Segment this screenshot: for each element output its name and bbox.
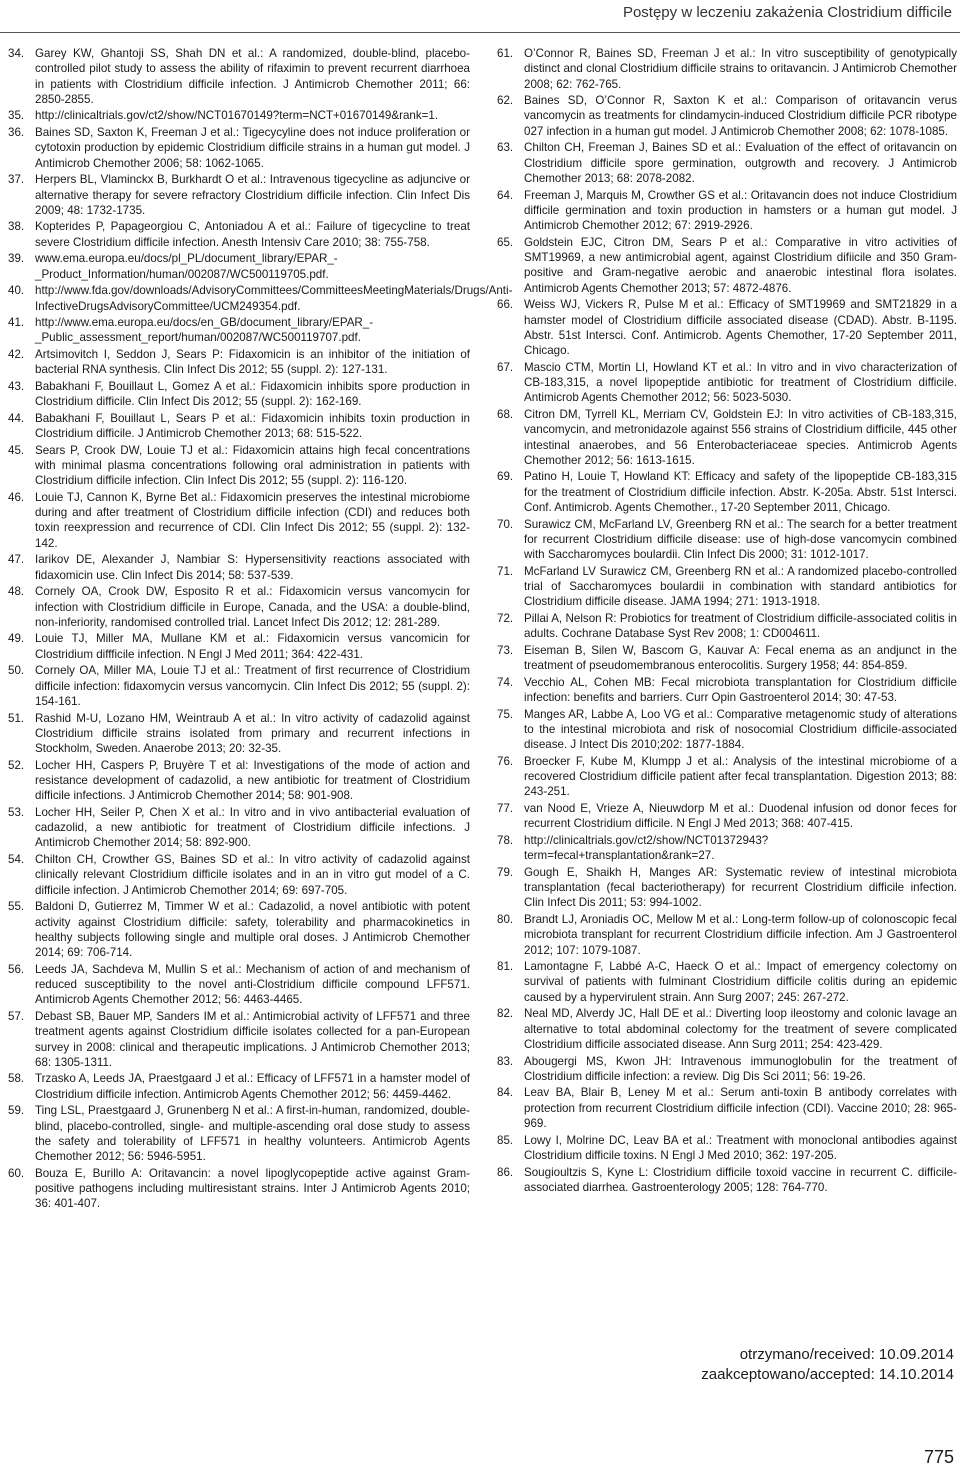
- reference-item: [497, 517, 957, 563]
- reference-number: 62.: [497, 94, 514, 108]
- reference-item: [497, 46, 957, 92]
- reference-number: 36.: [8, 126, 25, 140]
- reference-number: 71.: [497, 564, 514, 578]
- reference-text: Louie TJ, Miller MA, Mullane KM et al.: Fidaxomicin versus vancomicin for Clostridium diffficile infection. N Engl J Med 2011; 364: 422-431.: [35, 632, 470, 661]
- reference-number: 47.: [8, 553, 25, 567]
- reference-text: Chilton CH, Freeman J, Baines SD et al.: Evaluation of the effect of oritavancin on Clostridium difficile spore germination, outgrowth and recovery. J Antimicrob Chemother 2013; 68: 2078-2082.: [524, 141, 957, 185]
- submission-dates: [701, 1345, 954, 1385]
- reference-number: 55.: [8, 900, 25, 914]
- reference-text: http://www.ema.europa.eu/docs/en_GB/document_library/EPAR_-_Public_assessment_report/human/002087/WC500119707.pdf.: [35, 316, 374, 345]
- reference-text: Lowy I, Molrine DC, Leav BA et al.: Treatment with monoclonal antibodies against Clostridium difficile toxins. N Engl J Med 2010; 362: 197-205.: [524, 1133, 957, 1162]
- reference-text: O’Connor R, Baines SD, Freeman J et al.: In vitro susceptibility of genotypically distinct and clonal Clostridium difficile strains to oritavancin. J Antimicrob Chemother 2008; 62: 762-765.: [524, 47, 957, 91]
- reference-item: [497, 297, 957, 358]
- accepted-date: zaakceptowano/accepted: 14.10.2014: [701, 1366, 954, 1383]
- reference-item: [497, 611, 957, 642]
- reference-text: Trzasko A, Leeds JA, Praestgaard J et al.: Efficacy of LFF571 in a hamster model of Clostridium difficile infection. Antimicrob Agents Chemother 2012; 56: 4459-4462.: [35, 1072, 470, 1101]
- reference-text: Herpers BL, Vlaminckx B, Burkhardt O et al.: Intravenous tigecycline as adjuncive or alternative therapy for severe refractory Clostridium difficile infection. Clin Infect Dis 2009; 48: 1732-1735.: [35, 173, 470, 217]
- reference-number: 42.: [8, 348, 25, 362]
- reference-number: 56.: [8, 962, 25, 976]
- reference-number: 76.: [497, 754, 514, 768]
- reference-item: [8, 758, 470, 804]
- reference-item: [497, 188, 957, 234]
- reference-text: Broecker F, Kube M, Klumpp J et al.: Analysis of the intestinal microbiome of a recovered Clostridium difficile patient after fecal transplantation. Digestion 2013; 88: 243-251.: [524, 754, 957, 799]
- reference-number: 43.: [8, 379, 25, 393]
- reference-item: [497, 865, 957, 911]
- reference-number: 49.: [8, 632, 25, 646]
- reference-item: [8, 663, 470, 709]
- reference-text: Eiseman B, Silen W, Bascom G, Kauvar A: Fecal enema as an andjunct in the treatment of pseudomembranous enterocolitis. Surgery 1958; 44: 854-859.: [524, 643, 957, 673]
- reference-text: Chilton CH, Crowther GS, Baines SD et al.: In vitro activity of cadazolid against clinically relevant Clostridium difficile isolates and in an in vitro gut model of a C. difficile infection. J Antimicrob Chemother 2014; 69: 697-705.: [35, 853, 470, 897]
- reference-item: [8, 962, 470, 1008]
- reference-text: www.ema.europa.eu/docs/pl_PL/document_library/EPAR_-_Product_Information/human/002087/WC500119705.pdf.: [35, 252, 338, 281]
- reference-item: [8, 805, 470, 851]
- reference-item: [497, 1085, 957, 1131]
- reference-number: 69.: [497, 470, 514, 484]
- reference-number: 53.: [8, 805, 25, 819]
- reference-number: 64.: [497, 188, 514, 202]
- reference-item: [497, 833, 957, 864]
- reference-text: McFarland LV Surawicz CM, Greenberg RN et al.: A randomized placebo-controlled trial of Saccharomyces boulardii in combination with standard antibiotics for Clostridium difficile disease. JAMA 1994; 271: 1913-1918.: [524, 564, 957, 609]
- reference-item: [497, 235, 957, 296]
- reference-item: [8, 711, 470, 757]
- reference-text: Iarikov DE, Alexander J, Nambiar S: Hypersensitivity reactions associated with fidaxomicin use. Clin Infect Dis 2014; 58: 537-539.: [35, 553, 470, 582]
- reference-item: [8, 584, 470, 630]
- reference-number: 58.: [8, 1072, 25, 1086]
- reference-text: http://clinicaltrials.gov/ct2/show/NCT01372943?term=fecal+transplantation&rank=27.: [524, 833, 769, 863]
- reference-text: Sears P, Crook DW, Louie TJ et al.: Fidaxomicin attains high fecal concentrations with minimal plasma concentrations following oral administration in patients with Clostridium difficile infection. Clin Infect Dis 2012; 55 (suppl. 2): 116-120.: [35, 443, 470, 488]
- reference-item: [8, 251, 470, 282]
- reference-item: [8, 552, 470, 583]
- reference-item: [497, 675, 957, 706]
- reference-number: 80.: [497, 912, 514, 926]
- reference-number: 39.: [8, 252, 25, 266]
- reference-item: [497, 1006, 957, 1052]
- reference-number: 63.: [497, 141, 514, 155]
- reference-item: [8, 631, 470, 662]
- reference-text: Goldstein EJC, Citron DM, Sears P et al.: Comparative in vitro activities of SMT19969, a new antimicrobial agent, against Clostridium difiicile and 350 Gram-positive and Gram-negative aerobic and anaerobic intestinal flora isolates. Antimicrob Agents Chemother 2013; 57: 4872-4876.: [524, 235, 957, 295]
- reference-text: Cornely OA, Crook DW, Esposito R et al.: Fidaxomicin versus vancomycin for infection with Clostridium difficile in Europe, Canada, and the USA: a double-blind, non-inferiority, randomised controlled trial. Lancet Infect Dis 2012; 12: 281-289.: [35, 585, 470, 629]
- reference-item: [497, 1054, 957, 1085]
- reference-text: Cornely OA, Miller MA, Louie TJ et al.: Treatment of first recurrence of Clostridium difficile infection: fidaxomycin versus vancomycin. Clin Infect Dis 2012; 55 (suppl. 2): 154-161.: [35, 664, 470, 708]
- reference-item: [497, 1165, 957, 1196]
- reference-text: Freeman J, Marquis M, Crowther GS et al.: Oritavancin does not induce Clostridium difficile germination and toxin production in hamsters or a human gut model. J Antimicrob Chemother 2012; 67: 2919-2926.: [524, 188, 957, 233]
- reference-item: [8, 490, 470, 551]
- reference-number: 75.: [497, 707, 514, 721]
- reference-text: Locher HH, Seiler P, Chen X et al.: In vitro and in vivo antibacterial evaluation of cadazolid, a new antibiotic for treatment of Clostridium difficile infections. J Antimicrob Chemother 2014; 58: 892-900.: [35, 805, 470, 850]
- reference-number: 83.: [497, 1054, 514, 1068]
- reference-item: [8, 1166, 470, 1212]
- reference-item: [497, 707, 957, 753]
- reference-item: [8, 172, 470, 218]
- reference-item: [497, 140, 957, 186]
- reference-item: [8, 1009, 470, 1070]
- reference-number: 86.: [497, 1165, 514, 1179]
- received-date: otrzymano/received: 10.09.2014: [739, 1346, 954, 1363]
- reference-text: Manges AR, Labbe A, Loo VG et al.: Comparative metagenomic study of alterations to the intestinal microbiota and risk of nosocomial Clostridium difficile-associated disease. J Intect Dis 2010;202: 1877-1884.: [524, 707, 957, 752]
- reference-number: 74.: [497, 675, 514, 689]
- reference-number: 51.: [8, 711, 25, 725]
- reference-text: Leeds JA, Sachdeva M, Mullin S et al.: Mechanism of action of and mechanism of reduced susceptibility to the novel anti-Clostridium difficile compound LFF571. Antimicrob Agents Chemother 2012; 56: 4463-4465.: [35, 962, 470, 1007]
- reference-text: Patino H, Louie T, Howland KT: Efficacy and safety of the lipopeptide CB-183,315 for the treatment of Clostridium difficile infection. Abstr. K-205a. Abstr. 51st Intersci. Conf. Antimicrob. Agents Chemother., 17-20 September 2011, Chicago.: [524, 470, 957, 514]
- reference-number: 81.: [497, 960, 514, 974]
- reference-text: van Nood E, Vrieze A, Nieuwdorp M et al.: Duodenal infusion od donor feces for recurrent Clostridium difficile. N Engl J Med 2013; 368: 407-415.: [524, 802, 957, 831]
- reference-number: 57.: [8, 1009, 25, 1023]
- reference-number: 60.: [8, 1166, 25, 1180]
- reference-text: Vecchio AL, Cohen MB: Fecal microbiota transplantation for Clostridium difficile infection: benefits and barriers. Curr Opin Gastroenterol 2014; 30: 47-53.: [524, 675, 957, 705]
- reference-text: Louie TJ, Cannon K, Byrne Bet al.: Fidaxomicin preserves the intestinal microbiome during and after treatment of Clostridium difficile infection (CDI) and reduces both toxin reexpression and recurrence of CDI. Clin Infect Dis 2012; 55 (suppl. 2): 132-142.: [35, 490, 470, 550]
- reference-item: [497, 407, 957, 468]
- references-right-column: [497, 46, 957, 1196]
- reference-number: 59.: [8, 1104, 25, 1118]
- reference-item: [8, 219, 470, 250]
- page-number: 775: [923, 1447, 954, 1467]
- reference-number: 35.: [8, 109, 25, 123]
- reference-number: 73.: [497, 643, 514, 657]
- reference-text: Debast SB, Bauer MP, Sanders IM et al.: Antimicrobial activity of LFF571 and three treatment agents against Clostridium difficile isolates collected for a pan-European survey in 2008: clinical and therapeutic implications. J Antimicrob Chemother 2013; 68: 1305-1311.: [35, 1009, 470, 1069]
- reference-text: Weiss WJ, Vickers R, Pulse M et al.: Efficacy of SMT19969 and SMT21829 in a hamster model of Clostridium difficile associated disease (CDAD). Abstr. B-1195. Abstr. 51st Intersci. Conf. Antimicrob. Agents Chemother, 17-20 September 2011, Chicago.: [524, 298, 957, 358]
- reference-number: 34.: [8, 47, 25, 60]
- reference-number: 45.: [8, 443, 25, 457]
- reference-item: [497, 564, 957, 610]
- reference-number: 70.: [497, 517, 514, 531]
- reference-item: [8, 1071, 470, 1102]
- reference-item: [497, 959, 957, 1005]
- reference-text: Surawicz CM, McFarland LV, Greenberg RN et al.: The search for a better treatment for recurrent Clostridium difficile disease: use of high-dose vancomycin combined with Saccharomyces boulardii. Clin Infect Dis 2000; 31: 1012-1017.: [524, 517, 957, 562]
- reference-item: [497, 754, 957, 800]
- reference-number: 50.: [8, 664, 25, 678]
- reference-text: Neal MD, Alverdy JC, Hall DE et al.: Diverting loop ileostomy and colonic lavage an alternative to total abdominal colectomy for the treatment of severe complicated Clostridium difficile associated disease. Ann Surg 2011; 254: 423-429.: [524, 1007, 957, 1051]
- reference-number: 82.: [497, 1007, 514, 1021]
- reference-text: Rashid M-U, Lozano HM, Weintraub A et al.: In vitro activity of cadazolid against Clostridium difficile strains isolated from primary and recurrent infections in Stockholm, Sweden. Anaerobe 2013; 20: 32-35.: [35, 711, 470, 756]
- reference-item: [8, 852, 470, 898]
- reference-number: 41.: [8, 316, 25, 330]
- reference-text: http://www.fda.gov/downloads/AdvisoryCommittees/CommitteesMeetingMaterials/Drugs/Anti-InfectiveDrugsAdvisoryCommittee/UCM249354.pdf.: [35, 284, 513, 313]
- reference-text: Artsimovitch I, Seddon J, Sears P: Fidaxomicin is an inhibitor of the initiation of bacterial RNA synthesis. Clin Infect Dis 2012; 55 (suppl. 2): 127-131.: [35, 348, 470, 377]
- reference-number: 79.: [497, 865, 514, 879]
- reference-number: 44.: [8, 411, 25, 425]
- reference-text: Baines SD, Saxton K, Freeman J et al.: Tigecycyline does not induce proliferation or cytotoxin production by epidemic Clostridium difficile strains in a human gut model. J Antimicrob Chemother 2006; 58: 1062-1065.: [35, 126, 470, 170]
- reference-text: Garey KW, Ghantoji SS, Shah DN et al.: A randomized, double-blind, placebo-controlled pilot study to assess the ability of rifaximin to prevent recurrent diarrhoea in patients with Clostridium difficile infection. J Antimicrob Chemother 2011; 66: 2850-2855.: [35, 47, 470, 106]
- reference-item: [497, 360, 957, 406]
- reference-number: 77.: [497, 802, 514, 815]
- reference-number: 46.: [8, 490, 25, 504]
- reference-number: 68.: [497, 407, 514, 421]
- reference-item: [8, 379, 470, 410]
- reference-text: Lamontagne F, Labbé A-C, Haeck O et al.: Impact of emergency colectomy on survival of patients with fulminant Clostridium difficile colitis during an epidemic caused by a hypervirulent strain. Ann Surg 2007; 245: 267-272.: [524, 960, 957, 1004]
- reference-number: 40.: [8, 284, 25, 298]
- reference-text: Bouza E, Burillo A: Oritavancin: a novel lipoglycopeptide active against Gram-positive pathogens including multiresistant strains. Inter J Antimicrob Agents 2010; 36: 401-407.: [35, 1166, 470, 1211]
- reference-text: Mascio CTM, Mortin LI, Howland KT et al.: In vitro and in vivo characterization of CB-183,315, a novel lipopeptide antibiotic for treatment of Clostridium difficile. Antimicrob Agents Chemother 2012; 56: 5023-5030.: [524, 360, 957, 405]
- reference-item: [8, 443, 470, 489]
- reference-text: Baines SD, O’Connor R, Saxton K et al.: Comparison of oritavancin verus vancomycin as treatments for clindamycin-induced Clostridium difficile PCR ribotype 027 infection in a human gut model. J Antimicrob Chemother 2008; 62: 1078-1085.: [524, 94, 957, 138]
- reference-item: [8, 899, 470, 960]
- reference-item: [8, 347, 470, 378]
- reference-text: Kopterides P, Papageorgiou C, Antoniadou A et al.: Failure of tigecycline to treat severe Clostridium difficile infection. Anesth Intensiv Care 2010; 38: 755-758.: [35, 220, 470, 249]
- reference-item: [497, 643, 957, 674]
- reference-text: Babakhani F, Bouillaut L, Sears P et al.: Fidaxomicin inhibits toxin production in Clostridium difficile. J Antimicrob Chemother 2013; 68: 515-522.: [35, 411, 470, 441]
- header-rule: [0, 32, 960, 33]
- reference-item: [8, 315, 470, 346]
- reference-number: 66.: [497, 298, 514, 312]
- reference-text: Gough E, Shaikh H, Manges AR: Systematic review of intestinal microbiota transplantation (fecal bacteriotherapy) for recurrent Clostridium difficile infection. Clin Infect Dis 2011; 53: 994-1002.: [524, 865, 957, 910]
- reference-number: 65.: [497, 235, 514, 249]
- reference-number: 52.: [8, 758, 25, 772]
- reference-text: Sougioultzis S, Kyne L: Clostridium difficile toxoid vaccine in recurrent C. difficile-associated diarrhea. Gastroenterology 2005; 128: 764-770.: [524, 1165, 957, 1194]
- reference-number: 54.: [8, 853, 25, 867]
- running-head: Postępy w leczeniu zakażenia Clostridium difficile: [622, 4, 952, 21]
- reference-text: Pillai A, Nelson R: Probiotics for treatment of Clostridium difficile-associated colitis in adults. Cochrane Database Syst Rev 2008; 1: CD004611.: [524, 611, 957, 641]
- reference-text: http://clinicaltrials.gov/ct2/show/NCT01670149?term=NCT+01670149&rank=1.: [35, 109, 439, 123]
- reference-number: 78.: [497, 833, 514, 847]
- reference-item: [8, 46, 470, 107]
- reference-item: [497, 469, 957, 515]
- reference-text: Brandt LJ, Aroniadis OC, Mellow M et al.: Long-term follow-up of colonoscopic fecal microbiota transplant for recurrent Clostridium difficile infection. Am J Gastroenterol 2012; 107: 1079-1087.: [524, 912, 957, 957]
- reference-item: [8, 1103, 470, 1164]
- reference-item: [8, 108, 470, 123]
- reference-text: Leav BA, Blair B, Leney M et al.: Serum anti-toxin B antibody correlates with protection from recurrent Clostridium difficile infection (CDI). Vaccine 2010; 28: 965-969.: [524, 1086, 957, 1131]
- reference-number: 48.: [8, 585, 25, 599]
- reference-text: Locher HH, Caspers P, Bruyère T et al: Investigations of the mode of action and resistance development of cadazolid, a new antibiotic for treatment of Clostridium difficile infections. J Antimicrob Chemother 2014; 58: 901-908.: [35, 758, 470, 803]
- reference-number: 61.: [497, 47, 514, 60]
- reference-text: Citron DM, Tyrrell KL, Merriam CV, Goldstein EJ: In vitro activities of CB-183,315, vancomycin, and metronidazole against 556 strains of Clostridium difficile, 445 other intestinal anaerobes, and 56 Enterobacteriaceae species. Antimicrob Agents Chemother 2012; 56: 1613-1615.: [524, 407, 957, 467]
- reference-number: 72.: [497, 611, 514, 625]
- reference-number: 38.: [8, 220, 25, 234]
- reference-item: [497, 801, 957, 832]
- reference-text: Baldoni D, Gutierrez M, Timmer W et al.: Cadazolid, a novel antibiotic with potent activity against Clostridium difficile: safety, tolerability and pharmacokinetics in healthy subjects following single and multiple oral doses. J Antimicrob Chemother 2014; 69: 706-714.: [35, 900, 470, 960]
- reference-number: 85.: [497, 1133, 514, 1147]
- reference-number: 84.: [497, 1086, 514, 1100]
- reference-item: [497, 93, 957, 139]
- reference-text: Ting LSL, Praestgaard J, Grunenberg N et al.: A first-in-human, randomized, double-blind, placebo-controlled, single- and multiple-ascending oral dose study to assess the safety and tolerability of LFF571 in healthy volunteers. Antimicrob Agents Chemother 2012; 56: 5946-5951.: [35, 1104, 470, 1164]
- reference-item: [497, 1133, 957, 1164]
- reference-item: [8, 125, 470, 171]
- reference-number: 67.: [497, 360, 514, 374]
- reference-item: [497, 912, 957, 958]
- reference-number: 37.: [8, 173, 25, 187]
- reference-text: Abougergi MS, Kwon JH: Intravenous immunoglobulin for the treatment of Clostridium difficile infection: a review. Dig Dis Sci 2011; 56: 19-26.: [524, 1054, 957, 1083]
- reference-item: [8, 411, 470, 442]
- reference-text: Babakhani F, Bouillaut L, Gomez A et al.: Fidaxomicin inhibits spore production in Clostridium difficile. Clin Infect Dis 2012; 55 (suppl. 2): 162-169.: [35, 379, 470, 409]
